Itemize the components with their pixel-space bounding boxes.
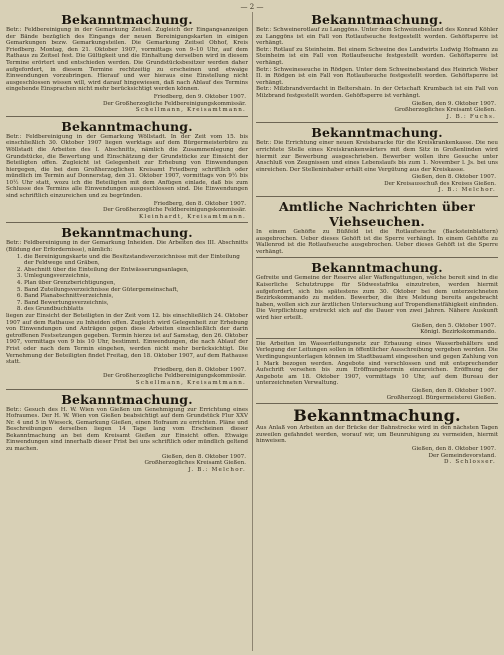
signature-office: Der Großherzogliche Feldbereinigungskommissär. <box>103 100 246 107</box>
signature-name: Kleinhardt, Kreisamtmann. <box>139 213 246 220</box>
signature-name: D. Schlosser. <box>443 459 496 466</box>
notice-headline: Bekanntmachung. <box>311 260 443 276</box>
signature-office: Der Gemeindevorstand. <box>428 452 496 459</box>
notice-headline: Bekanntmachung. <box>61 118 193 134</box>
notice-headline: Bekanntmachung. <box>61 391 193 407</box>
notice-signature <box>256 446 496 466</box>
notice-separator <box>256 338 498 339</box>
signature-office: Königl. Bezirkskommando. <box>420 329 496 336</box>
signature-office: Großherzogliches Kreisamt Gießen. <box>144 460 246 467</box>
notice-text: Die Arbeiten im Wasserleitungsnetz zur Erbauung eines Wasserbehälters und Verlegung der Leitungen sollen in öffentlicher Ausschreibung vergeben werden. Die Verdingungsunterlagen können im Stadtbauamt eingesehen und gegen Zahlung von 1 Mark bezogen werden. Angebote sind verschlossen und mit entsprechender Aufschrift versehen bis zum Eröffnungstermin einzureichen. Eröffnung der Angebote am 18. Oktober 1907, vormittags 10 Uhr, auf dem Bureau der unterzeichneten Verwaltung. <box>256 340 498 387</box>
notice-text: Betr.: Die Errichtung einer neuen Kreisbaracke für die Kreiskrankenkasse. Die neu errichtete Stelle eines Kreiskrankenwärters mit dem Sitz in Großenlinden wird hiermit zur Bewerbung ausgeschrieben. Bewerber wollen ihre Gesuche unter Anschluß von Zeugnissen und eines Lebenslaufs bis zum 1. November l. Js. bei uns einreichen. Der Stelleninhaber erhält eine Vergütung aus der Kreiskasse. <box>256 140 498 173</box>
notice-text: Betr.: Gesuch des H. W. Wien von Gießen um Genehmigung zur Errichtung eines Hofraumes. Der H. W. Wien von Gießen beabsichtigt auf dem Grundstück Flur XXV Nr. 4 und 5 in Wieseck, Gemarkung Gießen, einen Hofraum zu errichten. Pläne und Beschreibungen derselben liegen 14 Tage lang vom Erscheinen dieser Bekanntmachung an bei dem Kreisamt Gießen zur Einsicht offen. Etwaige Einwendungen sind innerhalb dieser Frist bei uns schriftlich oder mündlich geltend zu machen. <box>6 406 248 453</box>
notice-separator <box>256 122 498 123</box>
notice-separator <box>256 403 498 404</box>
right-column <box>256 12 498 651</box>
notice-text-continued: liegen zur Einsicht der Beteiligten in der Zeit vom 12. bis einschließlich 24. Oktober 1907 auf dem Rathause zu Inheiden offen. Zugleich wird Gelegenheit zur Erhebung von Einwendungen und Anträgen gegen diese Arbeiten einschließlich der darin getroffenen Festsetzungen gegeben. Termin hierzu ist auf Samstag, den 26. Oktober 1907, vormittags von 9 bis 10 Uhr, bestimmt. Einwendungen, die nach Ablauf der Frist oder nach dem Termin eingehen, werden nicht mehr berücksichtigt. Die Vernehmung der Beteiligten findet Freitag, den 18. Oktober 1907, auf dem Rathause statt. <box>6 312 248 366</box>
notice-text: Gefreite und Gemeine der Reserve aller Waffengattungen, welche bereit sind in die Kaiserliche Schutztruppe für Südwestafrika einzutreten, werden hiermit aufgefordert, sich bis spätestens zum 30. Oktober bei dem unterzeichneten Bezirkskommando zu melden. Bewerber, die ihre Meldung bereits angebracht haben, wollen sich zur ärztlichen Untersuchung auf Tropendienstfähigkeit einfinden. Die Verpflichtung erstreckt sich auf die Dauer von zwei Jahren. Nähere Auskunft wird hier erteilt. <box>256 275 498 321</box>
notice-signature <box>256 388 496 401</box>
list-item: 1. die Bereinigungskarte und die Besitzstandsverzeichnisse mit der Einteilung der Feldwege und Gräben, <box>24 254 248 267</box>
list-item: 3. Umlegungsverzeichnis, <box>24 273 248 280</box>
notice-feldbereinigung-woellstadt <box>6 119 248 221</box>
signature-place-date: Gießen, den 8. Oktober 1907. <box>411 387 496 394</box>
notice-separator <box>6 389 248 390</box>
list-item: 2. Abschnitt über die Einteilung der Entwässerungsanlagen, <box>24 267 248 274</box>
signature-place-date: Friedberg, den 8. Oktober 1907. <box>153 200 246 207</box>
signature-name: Schellmann, Kreisamtmann. <box>135 379 246 386</box>
notice-bahnbruecke <box>256 406 498 466</box>
notice-feldbereinigung-inheiden <box>6 225 248 386</box>
notice-headline: Bekanntmachung. <box>311 125 443 141</box>
notice-text: Betr.: Feldbereinigung in der Gemarkung Wöllstadt. In der Zeit vom 15. bis einschließlich 30. Oktober 1907 liegen werktags auf dem Bürgermeisterbüro zu Wöllstadt die Arbeiten des I. Abschnitts, nämlich die Zusammenlegung der Grundstücke, die Bewertung und Einschätzung der Grundstücke zur Einsicht der Beteiligten offen. Zugleicht ist Gelegenheit zur Erhebung von Einwendungen hiergegen, die bei dem Großherzoglichen Kreisamt Friedberg schriftlich oder mündlich im Termin auf Donnerstag, den 31. Oktober 1907, vormittags von 9½ bis 10½ Uhr statt, wozu ich die Beteiligten mit dem Anfügen einlade, daß bis zum Schlusse des Termins alle Einwendungen ausgeschlossen sind. Die Einwendungen sind schriftlich einzureichen und zu begründen. <box>6 133 248 200</box>
signature-name: J. B.: Melchor. <box>188 466 246 473</box>
notice-kreiskrankenkasse <box>256 125 498 194</box>
notice-text-2: Betr.: Rotlauf zu Steinheim. Bei einem Schweine des Landwirts Ludwig Hofmann zu Steinheim ist ein Fall von Rotlaufseuche festgestellt worden. Gehöftsperre ist verhängt. <box>256 46 498 66</box>
notice-signature <box>6 94 246 114</box>
list-item: 7. Band Bewertungsverzeichnis, <box>24 300 248 307</box>
notice-headline: Bekanntmachung. <box>61 225 193 241</box>
signature-place-date: Gießen, den 8. Oktober 1907. <box>411 174 496 181</box>
notice-signature <box>6 201 246 221</box>
signature-name: J. B.: Melchor. <box>438 187 496 194</box>
notice-schutztruppe <box>256 260 498 335</box>
notice-signature <box>256 101 496 121</box>
notice-headline: Bekanntmachung. <box>311 12 443 27</box>
signature-office: Der Kreisausschuß des Kreises Gießen. <box>384 180 496 187</box>
notice-headline: Amtliche Nachrichten über Viehseuchen. <box>279 199 475 230</box>
signature-place-date: Gießen, den 5. Oktober 1907. <box>411 322 496 329</box>
left-column <box>6 12 248 651</box>
list-item: 5. Band Zuteilungsverzeichnisse der Gütergemeinschaft, <box>24 287 248 294</box>
list-item: 6. Band Planabschnittverzeichnis, <box>24 293 248 300</box>
signature-place-date: Gießen, den 8. Oktober 1907. <box>161 453 246 460</box>
signature-place-date: Friedberg, den 8. Oktober 1907. <box>153 366 246 373</box>
signature-place-date: Gießen, den 8. Oktober 1907. <box>411 445 496 452</box>
notice-separator <box>6 222 248 223</box>
signature-name: Schellmann, Kreisamtmann. <box>135 107 246 114</box>
signature-office: Großherzogliches Kreisamt Gießen. <box>394 107 496 114</box>
notice-text: Betr.: Schweinerotlauf zu Langgöns. Unter dem Schweinebestand des Konrad Köhler zu Langgöns ist ein Fall von Rotlaufseuche festgestellt worden. Gehöftsperre ist verhängt. <box>256 27 498 47</box>
notice-hofraum-gesuch <box>6 392 248 474</box>
notice-text: In einem Gehöfte zu Büßfeld ist die Rotlaufseuche (Backsteinblattern) ausgebrochen. Ueber dieses Gehöft ist die Sperre verhängt. In einem Gehöfte zu Wallenrod ist die Rotlaufseuche ausgebrochen. Ueber dieses Gehöft ist die Sperre verhängt. <box>256 229 498 255</box>
notice-text: Betr.: Feldbereinigung in der Gemarkung Inheiden. Die Arbeiten des III. Abschnitts (Bildung der Erfordernisse), nämlich: <box>6 240 248 254</box>
signature-office: Großherzogl. Bürgermeisterei Gießen. <box>386 394 496 401</box>
signature-office: Der Großherzogliche Feldbereinigungskommissär. <box>103 207 246 214</box>
signature-place-date: Friedberg, den 9. Oktober 1907. <box>153 93 246 100</box>
notice-separator <box>6 116 248 117</box>
notice-signature <box>6 367 246 387</box>
list-item: 4. Plan über Grenzberichtigungen, <box>24 280 248 287</box>
notice-signature <box>256 174 496 194</box>
notice-separator <box>256 257 498 258</box>
notice-headline: Bekanntmachung. <box>293 406 461 426</box>
notice-signature <box>6 454 246 474</box>
page-number: — 2 — <box>240 3 264 11</box>
notice-feldbereinigung-zeitsel <box>6 12 248 114</box>
notice-wasserleitung <box>256 341 498 401</box>
notice-signature <box>256 323 496 336</box>
signature-name: J. B.: Fuchs. <box>446 113 496 120</box>
signature-office: Der Großherzogliche Feldbereinigungskommissär. <box>103 373 246 380</box>
notice-text: Betr.: Feldbereinigung in der Gemarkung Zeitsel. Zugleich der Eingangsanzeigen der Bände bezüglich des Eingangs der neuen Bereinigungskarten in einigen Gemarkungen bezw. Gemarkungsteilen. Die Gemarkung Zeitsel Obhof, Kreis Friedberg. Montag, den 21. Oktober 1907, vormittags von 9–10 Uhr, auf dem Rathaus zu Zeitsel fest. Die Gültigkeit und die Einhaltung derselben wird in diesem Termine erörtert und entschieden werden. Die Grundstücksbesitzer werden daher aufgefordert, in diesem Termine rechtzeitig zu erscheinen und etwaige Einwendungen vorzubringen. Hierauf und wer hieraus eine Einstellung nicht ausgeschlossen wissen will, wird darauf hingewiesen, daß nach Ablauf des Termins eingehende Einsprachen nicht mehr berücksichtigt werden können. <box>6 27 248 93</box>
notice-schweinerotlauf <box>256 12 498 120</box>
notice-separator <box>256 196 498 197</box>
list-item: 8. des Grundbuchblatts <box>24 306 248 313</box>
signature-place-date: Gießen, den 9. Oktober 1907. <box>411 100 496 107</box>
notice-text: Aus Anlaß von Arbeiten an der Brücke der Bahnstrecke wird in den nächsten Tagen zuweilen gefahndet werden, worauf wir, um Beunruhigung zu vermeiden, hiermit hinweisen. <box>256 425 498 445</box>
notice-text-4: Betr.: Milzbrandverdacht in Beltershain. In der Ortschaft Krumbach ist ein Fall von Milzbrand festgestellt worden. Gehöftsperre ist verhängt. <box>256 86 498 99</box>
document-list <box>6 254 248 313</box>
column-divider <box>252 12 253 651</box>
notice-text-3: Betr.: Schweineseuche in Rödgen. Unter dem Schweinebestand des Heinrich Weber II. in Rödgen ist ein Fall von Rotlaufseuche festgestellt worden. Gehöftsperre ist verhängt. <box>256 66 498 86</box>
notice-viehseuchen <box>256 199 498 255</box>
notice-headline: Bekanntmachung. <box>61 12 193 27</box>
